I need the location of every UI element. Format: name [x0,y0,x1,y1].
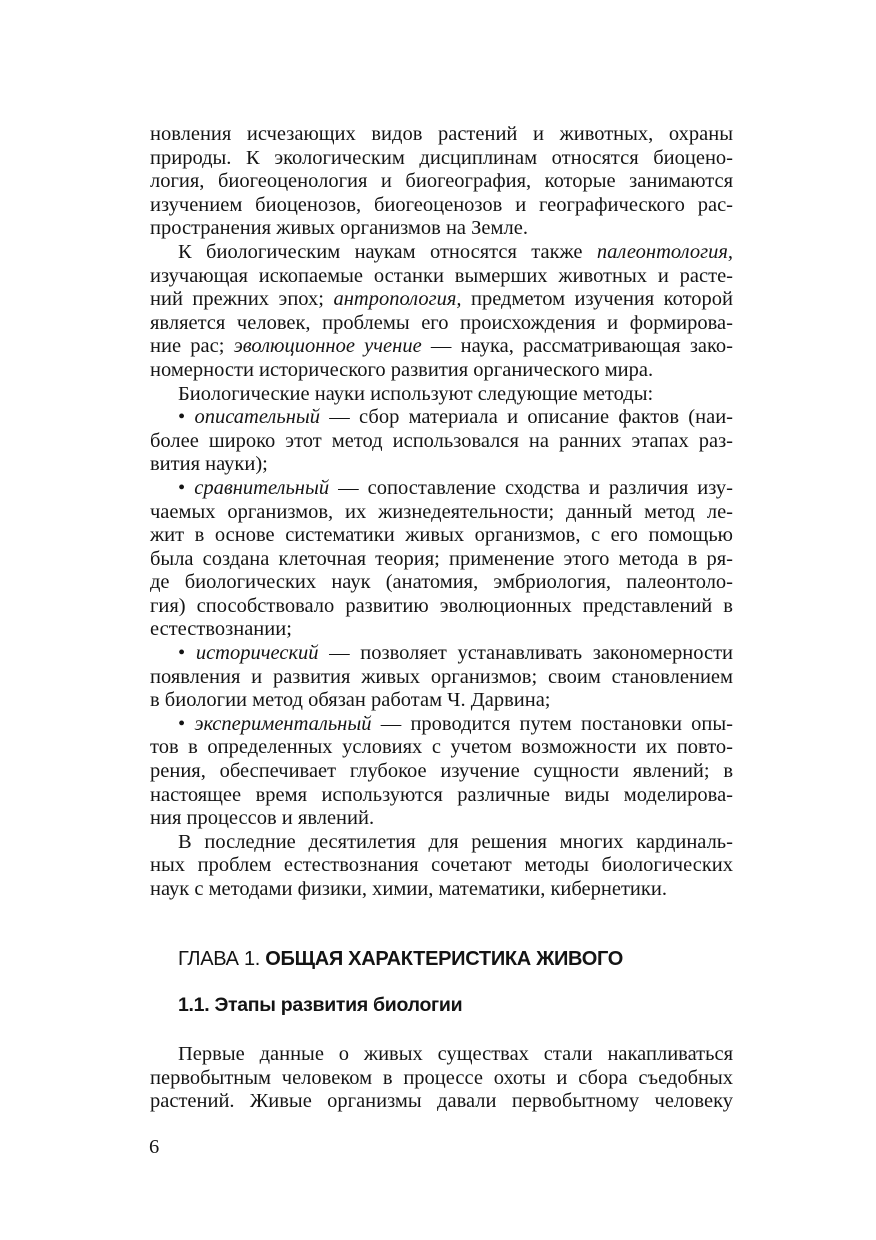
text-line: естествознании; [150,618,292,641]
text-line: ных проблем естествознания сочетают методы биологических [150,854,733,877]
text-line: рения, обеспечивает глубокое изучение сущности явлений; в [150,760,733,783]
text-line: в биологии метод обязан работам Ч. Дарвина; [150,689,551,712]
list-item: • экспериментальный — проводится путем постановки опы- [178,712,734,735]
text-line: наук с методами физики, химии, математики, кибернетики. [150,878,667,900]
bullet: • [178,476,186,499]
chapter-title: ОБЩАЯ ХАРАКТЕРИСТИКА ЖИВОГО [265,948,623,970]
chapter-prefix: ГЛАВА 1. [178,948,266,970]
chapter-heading [178,946,623,972]
text-line: настоящее время используются различные виды моделирова- [150,783,733,806]
bullet: • [178,642,186,665]
list-item: • сравнительный — сопоставление сходства и различия изу- [178,476,734,499]
list-item: • описательный — сбор материала и описание фактов (наи- [178,406,734,429]
text-line: изучающая ископаемые останки вымерших животных и расте- [150,264,733,287]
term-paleontology: палеонтология, [596,240,733,263]
text-line: более широко этот метод использовался на ранних этапах раз- [150,429,733,452]
text-line: чаемых организмов, их жизнедеятельности; данный метод ле- [150,500,733,523]
term-evolution: эволюционное учение [233,335,422,358]
text-line: изучением биоценозов, биогеоценозов и географического рас- [150,193,733,216]
text-line: номерности исторического развития органического мира. [150,358,654,381]
text-line: К биологическим наукам относятся также палеонтология, [178,240,733,263]
method-term: описательный [194,406,321,429]
method-term: сравнительный [194,476,330,499]
text-line: появления и развития живых организмов; своим становлением [150,665,733,688]
text-line: пространения живых организмов на Земле. [150,217,528,240]
bullet: • [178,712,186,735]
page-number: 6 [149,1136,160,1158]
text-line: тов в определенных условиях с учетом возможности их повто- [150,736,733,759]
text-line: является человек, проблемы его происхождения и формирова- [150,311,733,334]
text-line: природы. К экологическим дисциплинам относятся биоцено- [150,146,733,169]
body-text [150,123,733,902]
text-line: первобытным человеком в процессе охоты и сбора съедобных [150,1066,733,1089]
text-line: В последние десятилетия для решения многих кардиналь- [178,830,733,853]
section-body-text [150,1043,733,1114]
text-line: ния процессов и явлений. [150,807,375,830]
text-line: жит в основе систематики живых организмов, с его помощью [150,524,733,547]
method-term: экспериментальный [194,712,372,735]
text-line: вития науки); [150,453,268,476]
text-line: гия) способствовало развитию эволюционных представлений в [150,594,733,617]
section-heading: 1.1. Этапы развития биологии [178,994,463,1016]
term-anthropology: антропология, [333,288,462,311]
bullet: • [178,406,186,429]
text-line: ний прежних эпох; антропология, предметом изучения которой [150,288,733,311]
text-line: ние рас; эволюционное учение — наука, рассматривающая зако- [150,335,734,358]
text-line: была создана клеточная теория; применение этого метода в ря- [150,547,733,570]
list-item: • исторический — позволяет устанавливать закономерности [178,642,734,665]
text-line: де биологических наук (анатомия, эмбриология, палеонтоло- [150,571,733,594]
text-line: Первые данные о живых существах стали накапливаться [178,1043,733,1065]
text-line: новления исчезающих видов растений и животных, охраны [150,123,733,145]
text-line: логия, биогеоценология и биогеография, которые занимаются [150,170,733,193]
methods-intro: Биологические науки используют следующие методы: [178,382,654,405]
method-term: исторический [195,642,319,665]
text-line: растений. Живые организмы давали первобытному человеку [150,1090,733,1113]
